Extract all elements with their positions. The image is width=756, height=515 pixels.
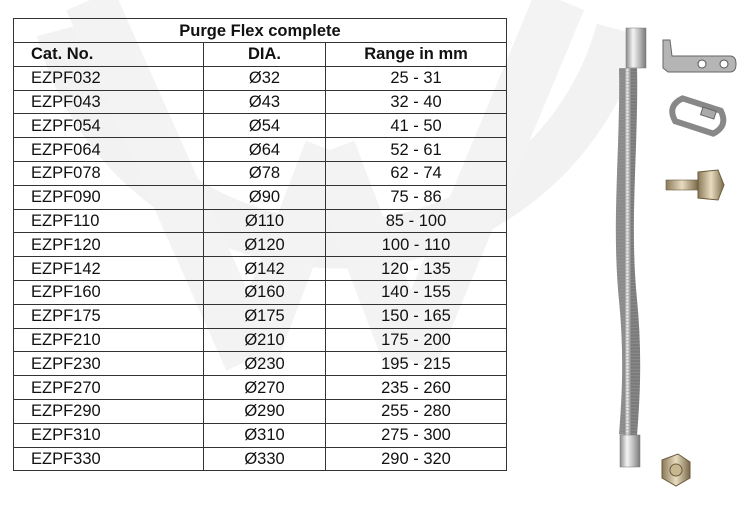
dia-cell: Ø120 <box>204 233 326 257</box>
quick-link <box>669 96 726 135</box>
range-cell: 195 - 215 <box>326 352 507 376</box>
dia-cell: Ø90 <box>204 185 326 209</box>
range-cell: 175 - 200 <box>326 328 507 352</box>
table-row <box>14 328 507 352</box>
cat-no-cell: EZPF110 <box>14 209 204 233</box>
table-row <box>14 138 507 162</box>
cat-no-cell: EZPF043 <box>14 90 204 114</box>
table-row <box>14 352 507 376</box>
dia-cell: Ø175 <box>204 304 326 328</box>
table-row <box>14 447 507 471</box>
product-table <box>13 18 507 471</box>
range-cell: 100 - 110 <box>326 233 507 257</box>
cat-no-cell: EZPF270 <box>14 376 204 400</box>
table-body <box>14 66 507 471</box>
mounting-bracket <box>663 40 736 72</box>
range-cell: 255 - 280 <box>326 399 507 423</box>
dia-cell: Ø142 <box>204 257 326 281</box>
dia-cell: Ø230 <box>204 352 326 376</box>
table-row <box>14 90 507 114</box>
dia-cell: Ø43 <box>204 90 326 114</box>
cat-no-cell: EZPF032 <box>14 66 204 90</box>
cat-no-cell: EZPF120 <box>14 233 204 257</box>
table-row <box>14 376 507 400</box>
range-cell: 290 - 320 <box>326 447 507 471</box>
dia-cell: Ø32 <box>204 66 326 90</box>
table-row <box>14 399 507 423</box>
table-row <box>14 280 507 304</box>
cat-no-cell: EZPF330 <box>14 447 204 471</box>
range-cell: 85 - 100 <box>326 209 507 233</box>
dia-cell: Ø210 <box>204 328 326 352</box>
table-row <box>14 185 507 209</box>
table-row <box>14 161 507 185</box>
range-cell: 75 - 86 <box>326 185 507 209</box>
range-cell: 140 - 155 <box>326 280 507 304</box>
table-row <box>14 304 507 328</box>
range-cell: 275 - 300 <box>326 423 507 447</box>
cat-no-cell: EZPF064 <box>14 138 204 162</box>
cat-no-cell: EZPF310 <box>14 423 204 447</box>
table-row <box>14 209 507 233</box>
cat-no-cell: EZPF290 <box>14 399 204 423</box>
dia-cell: Ø78 <box>204 161 326 185</box>
dia-cell: Ø310 <box>204 423 326 447</box>
table-row <box>14 233 507 257</box>
range-cell: 41 - 50 <box>326 114 507 138</box>
cat-no-cell: EZPF078 <box>14 161 204 185</box>
range-cell: 150 - 165 <box>326 304 507 328</box>
table-row <box>14 114 507 138</box>
dia-cell: Ø110 <box>204 209 326 233</box>
header-cat-no: Cat. No. <box>14 43 204 67</box>
range-cell: 62 - 74 <box>326 161 507 185</box>
hose-fitting <box>666 170 724 200</box>
table-title: Purge Flex complete <box>14 19 507 43</box>
flexible-hose <box>620 28 646 467</box>
header-range: Range in mm <box>326 43 507 67</box>
table-row <box>14 423 507 447</box>
cat-no-cell: EZPF090 <box>14 185 204 209</box>
cat-no-cell: EZPF142 <box>14 257 204 281</box>
range-cell: 52 - 61 <box>326 138 507 162</box>
table-row <box>14 66 507 90</box>
dia-cell: Ø330 <box>204 447 326 471</box>
dia-cell: Ø290 <box>204 399 326 423</box>
hex-nut <box>662 454 690 486</box>
dia-cell: Ø64 <box>204 138 326 162</box>
range-cell: 32 - 40 <box>326 90 507 114</box>
range-cell: 235 - 260 <box>326 376 507 400</box>
product-photo <box>600 20 750 495</box>
dia-cell: Ø270 <box>204 376 326 400</box>
cat-no-cell: EZPF054 <box>14 114 204 138</box>
dia-cell: Ø54 <box>204 114 326 138</box>
range-cell: 120 - 135 <box>326 257 507 281</box>
header-dia: DIA. <box>204 43 326 67</box>
range-cell: 25 - 31 <box>326 66 507 90</box>
cat-no-cell: EZPF210 <box>14 328 204 352</box>
table-row <box>14 257 507 281</box>
cat-no-cell: EZPF230 <box>14 352 204 376</box>
dia-cell: Ø160 <box>204 280 326 304</box>
cat-no-cell: EZPF160 <box>14 280 204 304</box>
cat-no-cell: EZPF175 <box>14 304 204 328</box>
